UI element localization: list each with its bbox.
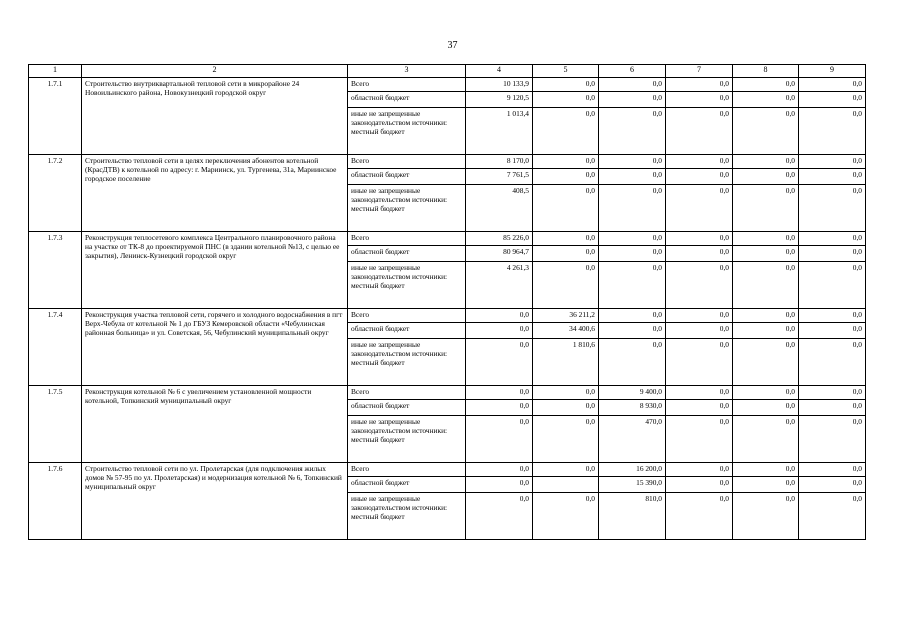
amount-cell-col-4: 0,0 (466, 339, 533, 386)
column-header-6: 6 (599, 65, 666, 78)
amount-cell-col-9: 0,0 (799, 323, 866, 339)
amount-cell-col-8: 0,0 (733, 400, 799, 416)
funding-source: Всего (348, 155, 466, 169)
funding-source: Всего (348, 386, 466, 400)
amount-cell-col-8: 0,0 (733, 386, 799, 400)
project-number: 1.7.4 (29, 309, 82, 386)
amount-cell-col-6: 0,0 (599, 185, 666, 232)
amount-cell-col-4: 10 133,9 (466, 78, 533, 92)
funding-source: иные не запрещенные законодательством источники: местный бюджет (348, 185, 466, 232)
amount-cell-col-6: 470,0 (599, 416, 666, 463)
amount-cell-col-9: 0,0 (799, 416, 866, 463)
project-number: 1.7.3 (29, 232, 82, 309)
amount-cell-col-6: 16 200,0 (599, 463, 666, 477)
amount-cell-col-9: 0,0 (799, 386, 866, 400)
column-header-8: 8 (733, 65, 799, 78)
amount-cell-col-9: 0,0 (799, 400, 866, 416)
amount-cell-col-9: 0,0 (799, 477, 866, 493)
amount-cell-col-7: 0,0 (666, 78, 733, 92)
amount-cell-col-6: 9 400,0 (599, 386, 666, 400)
amount-cell-col-7: 0,0 (666, 108, 733, 155)
amount-cell-col-5: 0,0 (533, 493, 599, 540)
project-number: 1.7.5 (29, 386, 82, 463)
amount-cell-col-9: 0,0 (799, 232, 866, 246)
amount-cell-col-8: 0,0 (733, 78, 799, 92)
amount-cell-col-7: 0,0 (666, 262, 733, 309)
amount-cell-col-8: 0,0 (733, 477, 799, 493)
amount-cell-col-8: 0,0 (733, 493, 799, 540)
amount-cell-col-9: 0,0 (799, 262, 866, 309)
amount-cell-col-7: 0,0 (666, 339, 733, 386)
amount-cell-col-6: 0,0 (599, 155, 666, 169)
funding-source: иные не запрещенные законодательством источники: местный бюджет (348, 493, 466, 540)
funding-source: иные не запрещенные законодательством источники: местный бюджет (348, 339, 466, 386)
table-row (29, 386, 866, 400)
amount-cell-col-7: 0,0 (666, 169, 733, 185)
amount-cell-col-6: 0,0 (599, 169, 666, 185)
amount-cell-col-7: 0,0 (666, 309, 733, 323)
amount-cell-col-9: 0,0 (799, 78, 866, 92)
funding-source: областной бюджет (348, 477, 466, 493)
amount-cell-col-7: 0,0 (666, 463, 733, 477)
amount-cell-col-9: 0,0 (799, 108, 866, 155)
amount-cell-col-4: 1 013,4 (466, 108, 533, 155)
amount-cell-col-8: 0,0 (733, 108, 799, 155)
amount-cell-col-5: 0,0 (533, 169, 599, 185)
table-row (29, 309, 866, 323)
amount-cell-col-7: 0,0 (666, 400, 733, 416)
amount-cell-col-6: 8 930,0 (599, 400, 666, 416)
amount-cell-col-9: 0,0 (799, 246, 866, 262)
column-header-7: 7 (666, 65, 733, 78)
project-name: Строительство внутриквартальной тепловой сети в микрорайоне 24 Новоильинского района, Новокузнецкий городской округ (82, 78, 348, 155)
amount-cell-col-4: 4 261,3 (466, 262, 533, 309)
amount-cell-col-7: 0,0 (666, 155, 733, 169)
amount-cell-col-6: 0,0 (599, 309, 666, 323)
amount-cell-col-8: 0,0 (733, 155, 799, 169)
amount-cell-col-7: 0,0 (666, 323, 733, 339)
amount-cell-col-8: 0,0 (733, 323, 799, 339)
amount-cell-col-6: 0,0 (599, 323, 666, 339)
funding-source: иные не запрещенные законодательством источники: местный бюджет (348, 108, 466, 155)
amount-cell-col-8: 0,0 (733, 185, 799, 232)
table-row (29, 155, 866, 169)
amount-cell-col-8: 0,0 (733, 463, 799, 477)
amount-cell-col-5: 36 211,2 (533, 309, 599, 323)
amount-cell-col-8: 0,0 (733, 246, 799, 262)
table-row (29, 78, 866, 92)
amount-cell-col-8: 0,0 (733, 309, 799, 323)
page-number: 37 (447, 40, 458, 51)
amount-cell-col-5: 1 810,6 (533, 339, 599, 386)
amount-cell-col-6: 0,0 (599, 339, 666, 386)
amount-cell-col-4: 0,0 (466, 493, 533, 540)
amount-cell-col-8: 0,0 (733, 416, 799, 463)
amount-cell-col-7: 0,0 (666, 232, 733, 246)
project-number: 1.7.6 (29, 463, 82, 540)
amount-cell-col-5: 34 400,6 (533, 323, 599, 339)
amount-cell-col-9: 0,0 (799, 339, 866, 386)
amount-cell-col-5: 0,0 (533, 108, 599, 155)
amount-cell-col-4: 0,0 (466, 386, 533, 400)
amount-cell-col-9: 0,0 (799, 155, 866, 169)
amount-cell-col-5: 0,0 (533, 92, 599, 108)
amount-cell-col-9: 0,0 (799, 185, 866, 232)
table-row (29, 463, 866, 477)
amount-cell-col-8: 0,0 (733, 339, 799, 386)
amount-cell-col-9: 0,0 (799, 309, 866, 323)
amount-cell-col-6: 0,0 (599, 92, 666, 108)
amount-cell-col-7: 0,0 (666, 386, 733, 400)
budget-table (28, 64, 866, 540)
amount-cell-col-5: 0,0 (533, 400, 599, 416)
amount-cell-col-8: 0,0 (733, 92, 799, 108)
column-header-2: 2 (82, 65, 348, 78)
column-header-1: 1 (29, 65, 82, 78)
amount-cell-col-6: 810,0 (599, 493, 666, 540)
amount-cell-col-6: 0,0 (599, 262, 666, 309)
amount-cell-col-5: 0,0 (533, 155, 599, 169)
amount-cell-col-6: 0,0 (599, 78, 666, 92)
project-name: Строительство тепловой сети по ул. Пролетарская (для подключения жилых домов № 57-95 по ул. Пролетарская) и модернизация котельной № 6, Топкинский муниципальный округ (82, 463, 348, 540)
amount-cell-col-5: 0,0 (533, 386, 599, 400)
amount-cell-col-9: 0,0 (799, 169, 866, 185)
amount-cell-col-5: 0,0 (533, 232, 599, 246)
amount-cell-col-4: 0,0 (466, 463, 533, 477)
amount-cell-col-7: 0,0 (666, 185, 733, 232)
amount-cell-col-4: 7 761,5 (466, 169, 533, 185)
column-header-4: 4 (466, 65, 533, 78)
amount-cell-col-4: 9 120,5 (466, 92, 533, 108)
amount-cell-col-5: 0,0 (533, 416, 599, 463)
amount-cell-col-4: 408,5 (466, 185, 533, 232)
amount-cell-col-5: 0,0 (533, 185, 599, 232)
project-number: 1.7.1 (29, 78, 82, 155)
amount-cell-col-8: 0,0 (733, 169, 799, 185)
amount-cell-col-4: 85 226,0 (466, 232, 533, 246)
table-header-row (29, 65, 866, 78)
amount-cell-col-8: 0,0 (733, 232, 799, 246)
amount-cell-col-7: 0,0 (666, 92, 733, 108)
funding-source: Всего (348, 463, 466, 477)
funding-source: иные не запрещенные законодательством источники: местный бюджет (348, 262, 466, 309)
amount-cell-col-5: 0,0 (533, 78, 599, 92)
project-name: Строительство тепловой сети в целях переключения абонентов котельной (КрасДТВ) к котельной по адресу: г. Мариинск, ул. Тургенева, 31а, Мариинское городское поселение (82, 155, 348, 232)
funding-source: областной бюджет (348, 92, 466, 108)
amount-cell-col-6: 0,0 (599, 232, 666, 246)
funding-source: Всего (348, 309, 466, 323)
funding-source: Всего (348, 232, 466, 246)
amount-cell-col-4: 8 170,0 (466, 155, 533, 169)
column-header-3: 3 (348, 65, 466, 78)
amount-cell-col-4: 0,0 (466, 477, 533, 493)
funding-source: областной бюджет (348, 169, 466, 185)
project-number: 1.7.2 (29, 155, 82, 232)
amount-cell-col-4: 0,0 (466, 323, 533, 339)
funding-source: областной бюджет (348, 323, 466, 339)
column-header-9: 9 (799, 65, 866, 78)
funding-source: Всего (348, 78, 466, 92)
column-header-5: 5 (533, 65, 599, 78)
amount-cell-col-5 (533, 477, 599, 493)
amount-cell-col-4: 0,0 (466, 416, 533, 463)
amount-cell-col-7: 0,0 (666, 477, 733, 493)
amount-cell-col-4: 0,0 (466, 400, 533, 416)
amount-cell-col-7: 0,0 (666, 246, 733, 262)
amount-cell-col-4: 0,0 (466, 309, 533, 323)
funding-source: иные не запрещенные законодательством источники: местный бюджет (348, 416, 466, 463)
amount-cell-col-5: 0,0 (533, 246, 599, 262)
amount-cell-col-6: 15 390,0 (599, 477, 666, 493)
amount-cell-col-8: 0,0 (733, 262, 799, 309)
amount-cell-col-9: 0,0 (799, 92, 866, 108)
amount-cell-col-7: 0,0 (666, 416, 733, 463)
amount-cell-col-6: 0,0 (599, 246, 666, 262)
amount-cell-col-9: 0,0 (799, 463, 866, 477)
table-body (29, 78, 866, 540)
amount-cell-col-5: 0,0 (533, 262, 599, 309)
amount-cell-col-7: 0,0 (666, 493, 733, 540)
amount-cell-col-9: 0,0 (799, 493, 866, 540)
project-name: Реконструкция участка тепловой сети, горячего и холодного водоснабжения в пгт Верх-Чебула от котельной № 1 до ГБУЗ Кемеровской области «Чебулинская районная больница» и ул. Советская, 56, Чебулинский муниципальный округ (82, 309, 348, 386)
funding-source: областной бюджет (348, 400, 466, 416)
amount-cell-col-5: 0,0 (533, 463, 599, 477)
amount-cell-col-6: 0,0 (599, 108, 666, 155)
amount-cell-col-4: 80 964,7 (466, 246, 533, 262)
table-row (29, 232, 866, 246)
funding-source: областной бюджет (348, 246, 466, 262)
project-name: Реконструкция теплосетевого комплекса Центрального планировочного района на участке от ТК-8 до проектируемой ПНС (в здании котельной №13, с целью ее закрытия), Ленинск-Кузнецкий городской округ (82, 232, 348, 309)
project-name: Реконструкция котельной № 6 с увеличением установленной мощности котельной, Топкинский муниципальный округ (82, 386, 348, 463)
